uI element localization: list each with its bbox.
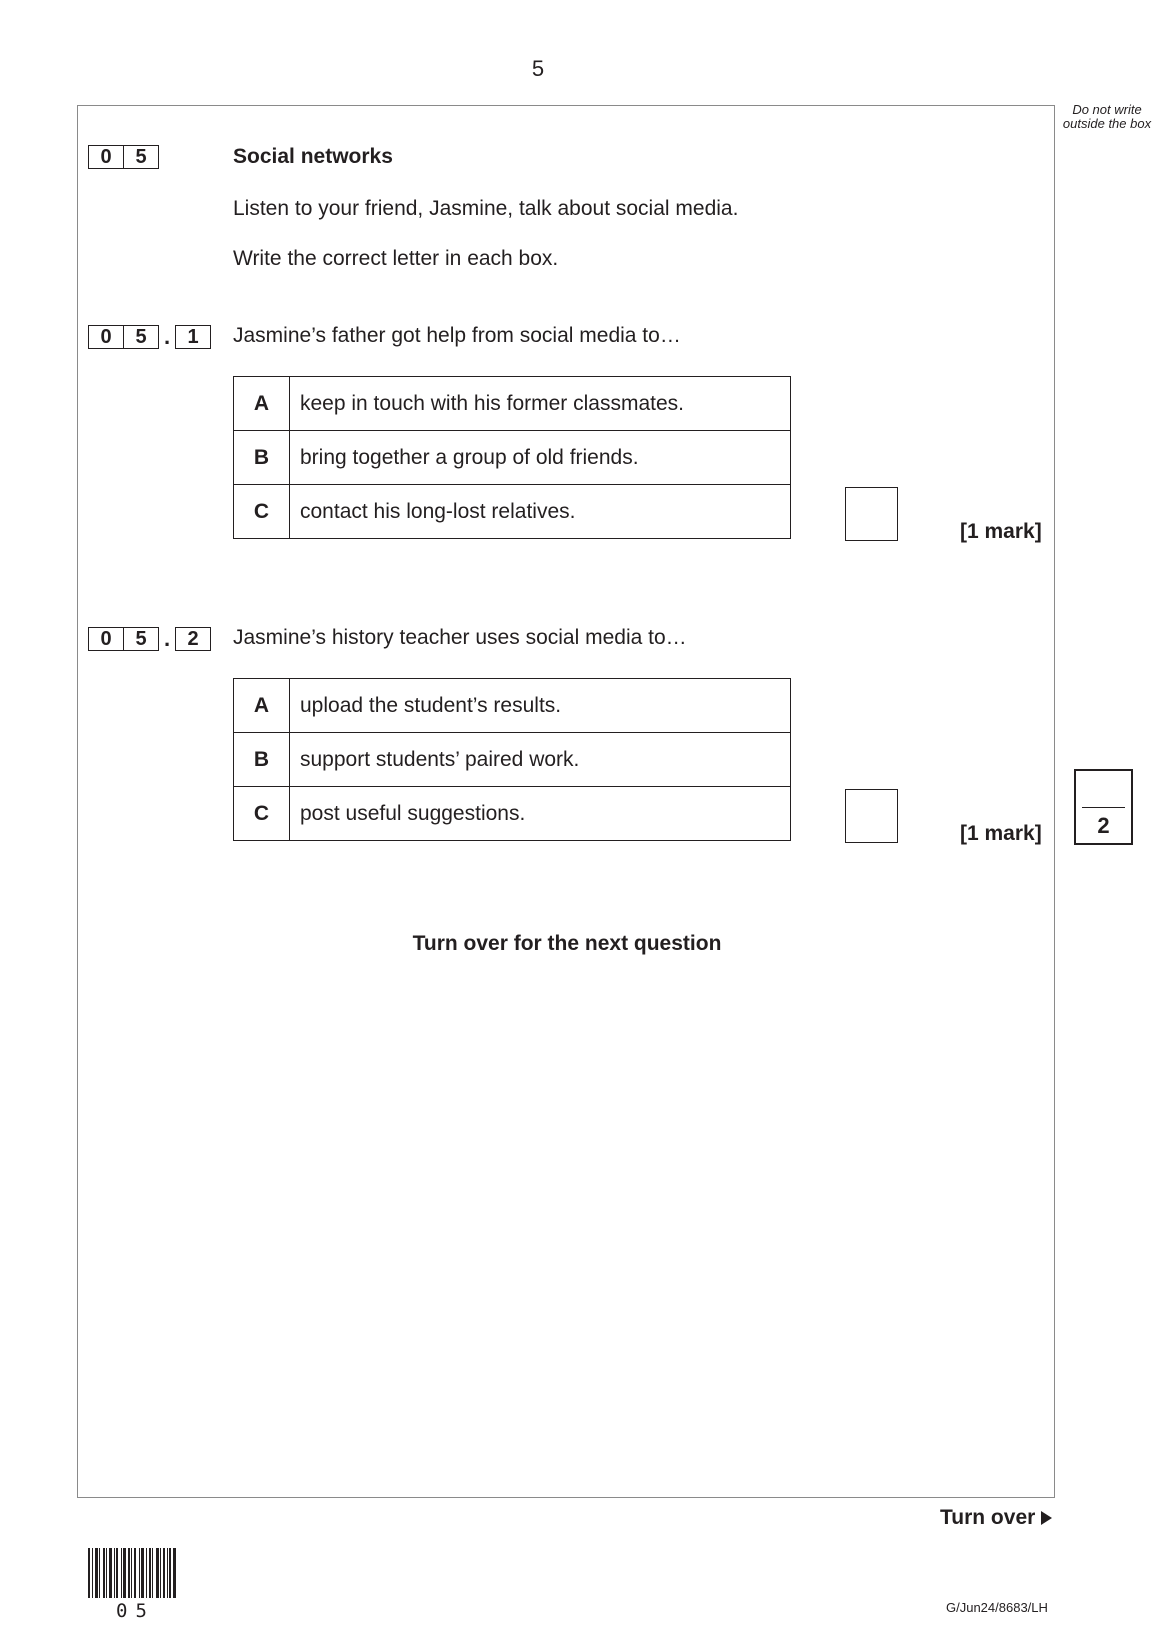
option-row bbox=[234, 485, 791, 539]
barcode-text: 05 bbox=[116, 1600, 155, 1622]
options-table bbox=[233, 376, 791, 539]
option-letter: A bbox=[234, 679, 290, 733]
arrow-right-icon bbox=[1041, 1511, 1052, 1525]
subquestion-dot: . bbox=[163, 324, 171, 349]
subquestion-sub-digit: 2 bbox=[175, 627, 211, 651]
mark-label: [1 mark] bbox=[960, 822, 1042, 845]
option-letter: B bbox=[234, 733, 290, 787]
option-row bbox=[234, 377, 791, 431]
subquestion-number-digit: 0 bbox=[88, 325, 124, 349]
question-instruction: Write the correct letter in each box. bbox=[233, 247, 559, 270]
question-intro: Listen to your friend, Jasmine, talk about social media. bbox=[233, 197, 739, 220]
total-marks-divider bbox=[1082, 807, 1125, 808]
subquestion-number-digit: 5 bbox=[123, 627, 159, 651]
option-letter: B bbox=[234, 431, 290, 485]
option-letter: C bbox=[234, 787, 290, 841]
option-row bbox=[234, 679, 791, 733]
option-text: support students’ paired work. bbox=[290, 733, 791, 787]
subquestion-number-digit: 0 bbox=[88, 627, 124, 651]
page-number: 5 bbox=[531, 56, 545, 81]
margin-note: Do not write outside the box bbox=[1062, 102, 1152, 131]
barcode bbox=[88, 1548, 194, 1598]
option-text: keep in touch with his former classmates. bbox=[290, 377, 791, 431]
answer-box[interactable] bbox=[845, 487, 898, 541]
option-row bbox=[234, 733, 791, 787]
total-marks-box bbox=[1074, 769, 1133, 845]
total-marks-value: 2 bbox=[1097, 813, 1110, 838]
question-number-digit: 5 bbox=[123, 145, 159, 169]
subquestion-number bbox=[88, 627, 211, 651]
answer-box[interactable] bbox=[845, 789, 898, 843]
option-text: post useful suggestions. bbox=[290, 787, 791, 841]
option-text: contact his long-lost relatives. bbox=[290, 485, 791, 539]
subquestion-sub-digit: 1 bbox=[175, 325, 211, 349]
subquestion-number-digit: 5 bbox=[123, 325, 159, 349]
option-letter: C bbox=[234, 485, 290, 539]
subquestion-number bbox=[88, 325, 211, 349]
option-row bbox=[234, 787, 791, 841]
subquestion-dot: . bbox=[163, 626, 171, 651]
option-row bbox=[234, 431, 791, 485]
footer-code: G/Jun24/8683/LH bbox=[946, 1600, 1048, 1615]
turn-over-label bbox=[940, 1506, 1052, 1530]
option-text: bring together a group of old friends. bbox=[290, 431, 791, 485]
option-letter: A bbox=[234, 377, 290, 431]
question-title: Social networks bbox=[233, 145, 393, 168]
mark-label: [1 mark] bbox=[960, 520, 1042, 543]
question-number bbox=[88, 145, 159, 169]
subquestion-prompt: Jasmine’s history teacher uses social media to… bbox=[233, 626, 687, 649]
turn-over-text: Turn over bbox=[940, 1506, 1036, 1529]
turn-over-next-question: Turn over for the next question bbox=[412, 932, 722, 955]
subquestion-prompt: Jasmine’s father got help from social media to… bbox=[233, 324, 681, 347]
question-number-digit: 0 bbox=[88, 145, 124, 169]
options-table bbox=[233, 678, 791, 841]
option-text: upload the student’s results. bbox=[290, 679, 791, 733]
